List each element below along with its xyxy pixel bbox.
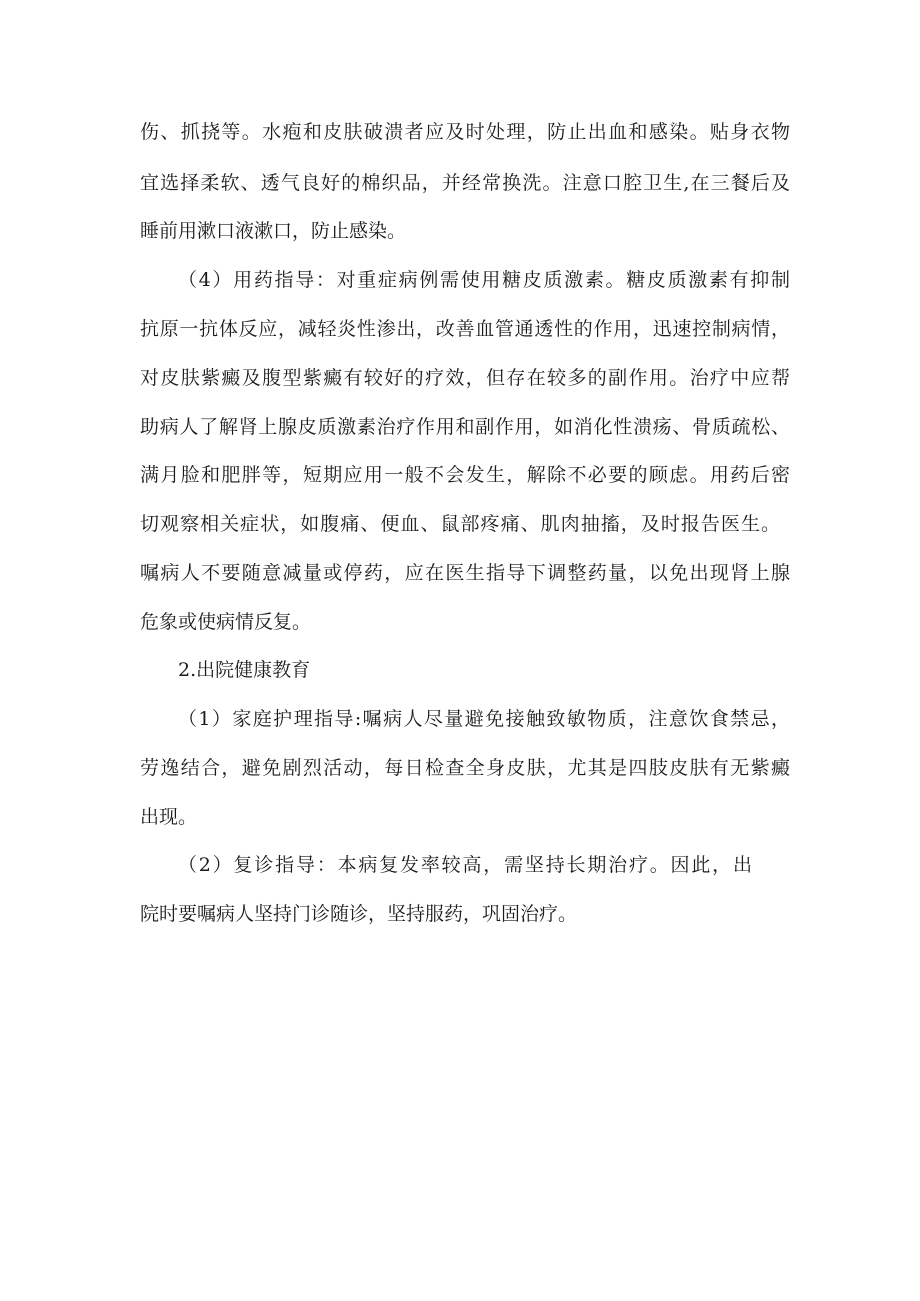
- text-line: （2）复诊指导：本病复发率较高，需坚持长期治疗。因此，出: [178, 854, 752, 876]
- text-line: 危象或使病情反复。: [140, 611, 312, 633]
- text-line: （1）家庭护理指导:嘱病人尽量避免接触致敏物质，注意饮食禁忌，: [178, 708, 790, 730]
- text-line: 嘱病人不要随意减量或停药，应在医生指导下调整药量，以免出现肾上腺: [140, 562, 790, 584]
- text-line: 满月脸和肥胖等，短期应用一般不会发生，解除不必要的顾虑。用药后密: [140, 464, 790, 486]
- text-line: 劳逸结合，避免剧烈活动，每日检查全身皮肤，尤其是四肢皮肤有无紫癜: [140, 757, 790, 779]
- text-line: 伤、抓挠等。水疱和皮肤破溃者应及时处理，防止出血和感染。贴身衣物: [140, 121, 790, 143]
- text-line: （4）用药指导：对重症病例需使用糖皮质激素。糖皮质激素有抑制: [178, 269, 790, 291]
- text-line: 院时要嘱病人坚持门诊随诊，坚持服药，巩固治疗。: [140, 903, 578, 925]
- text-line: 助病人了解肾上腺皮质激素治疗作用和副作用，如消化性溃疡、骨质疏松、: [140, 416, 790, 438]
- text-line: 宜选择柔软、透气良好的棉织品，并经常换洗。注意口腔卫生,在三餐后及: [140, 172, 790, 194]
- text-line: 对皮肤紫癜及腹型紫癜有较好的疗效，但存在较多的副作用。治疗中应帮: [140, 367, 790, 389]
- section-heading: 2.出院健康教育: [178, 659, 311, 681]
- text-line: 抗原一抗体反应，减轻炎性渗出，改善血管通透性的作用，迅速控制病情，: [140, 318, 790, 340]
- text-line: 出现。: [140, 806, 198, 828]
- text-line: 切观察相关症状，如腹痛、便血、鼠部疼痛、肌肉抽搐，及时报告医生。: [140, 513, 780, 535]
- text-line: 睡前用漱口液漱口，防止感染。: [140, 220, 407, 242]
